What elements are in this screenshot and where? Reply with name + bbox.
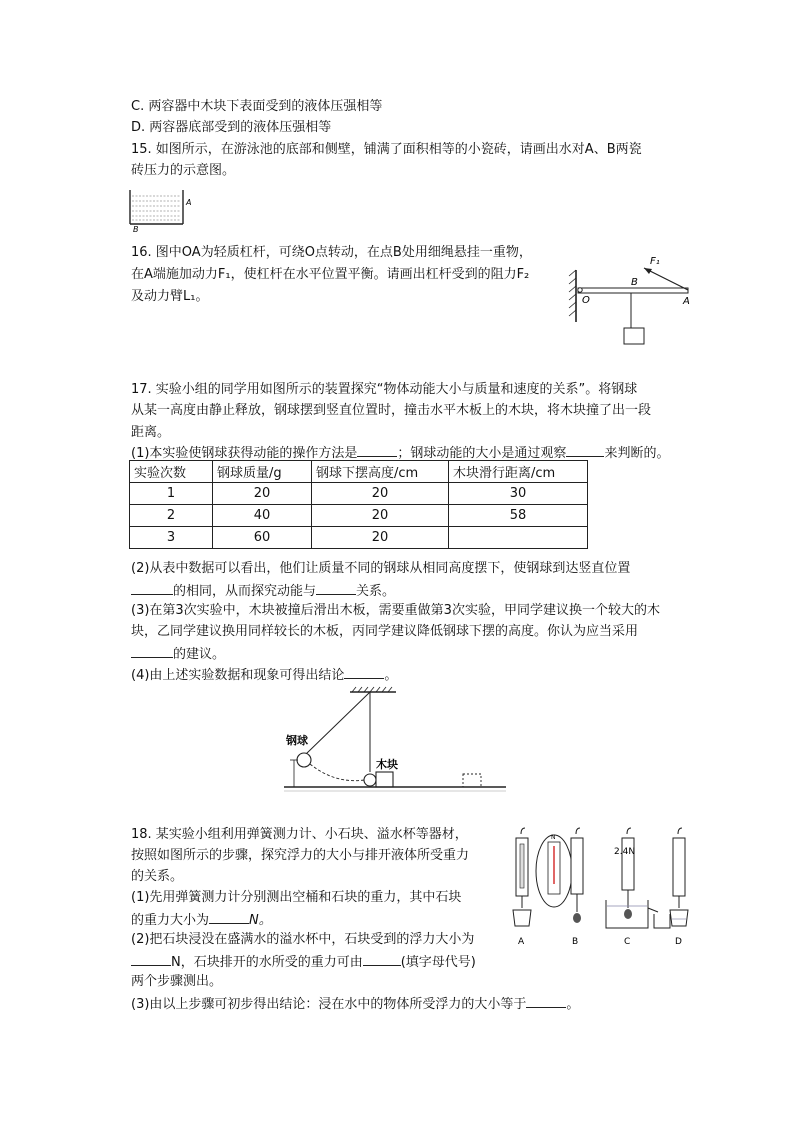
step-b-apparatus [536,828,583,923]
step-label-c: C [624,937,631,947]
table-row [130,505,588,527]
pool-label-b: B [133,225,139,234]
scale-n-label: N [551,834,556,841]
lever-f1: F₁ [650,256,660,267]
q17-text-1: 17. 实验小组的同学用如图所示的装置探究“物体动能大小与质量和速度的关系”。将钢球 [131,382,638,397]
table-cell: 30 [449,483,588,505]
table-cell: 2 [130,505,213,527]
q17-sub3-1: (3)在第3次实验中，木块被撞后滑出木板，需要重做第3次实验，甲同学建议换一个较大的木 [131,603,660,618]
step-c-apparatus [606,828,670,928]
lever-figure [566,250,706,350]
q17-text-3: 距离。 [131,425,171,440]
table-cell: 20 [312,505,449,527]
table-row [130,527,588,549]
answer-blank[interactable] [344,666,384,679]
q17-sub3-3: 的建议。 [131,645,225,663]
answer-blank[interactable] [316,582,356,595]
q17-sub1: (1)本实验使钢球获得动能的操作方法是 ；钢球动能的大小是通过观察 来判断的。 [131,446,670,461]
answer-blank[interactable] [526,995,566,1008]
answer-blank[interactable] [566,444,604,457]
lever-o: O [582,295,590,306]
q18-text-2: 按照如图所示的步骤，探究浮力的大小与排开液体所受重力 [131,848,470,863]
table-header-row [130,461,588,483]
pendulum-block-label: 木块 [376,758,398,771]
table-cell: 20 [312,527,449,549]
table-header: 钢球下摆高度/cm [312,461,449,483]
q17-text-2: 从某一高度由静止释放，钢球摆到竖直位置时，撞击水平木板上的木块，将木块撞了出一段 [131,403,652,418]
table-cell: 20 [213,483,312,505]
table-cell: 1 [130,483,213,505]
q18-sub2-2: N，石块排开的水所受的重力可由 (填字母代号) [131,953,476,971]
q16-text-3: 及动力臂L₁。 [131,289,209,304]
q16-text-2: 在A端施加动力F₁，使杠杆在水平位置平衡。请画出杠杆受到的阻力F₂ [131,267,530,282]
q16-text-1: 16. 图中OA为轻质杠杆，可绕O点转动，在点B处用细绳悬挂一重物， [131,245,532,260]
table-row [130,483,588,505]
step-label-a: A [518,937,525,947]
pendulum-ball-label: 钢球 [286,734,308,747]
step-a-apparatus [513,828,531,926]
q18-sub3: (3)由以上步骤可初步得出结论：浸在水中的物体所受浮力的大小等于 。 [131,997,580,1012]
step-d-apparatus [670,828,688,926]
q18-sub1-2: 的重力大小为 N。 [131,913,272,928]
table-header: 钢球质量/g [213,461,312,483]
q18-text-3: 的关系。 [131,869,184,884]
spring-scale-figure [500,826,700,951]
q17-sub2-1: (2)从表中数据可以看出，他们让质量不同的钢球从相同高度摆下，使钢球到达竖直位置 [131,561,631,576]
answer-blank[interactable] [357,444,397,457]
lever-b: B [631,277,638,288]
pool-figure [128,186,198,232]
table-cell: 58 [449,505,588,527]
pool-label-a: A [186,198,192,207]
q17-sub2-2: 的相同，从而探究动能与 关系。 [131,582,395,600]
spring-reading: 2.4N [614,847,636,857]
answer-blank[interactable] [131,582,173,595]
answer-blank[interactable] [131,645,173,658]
table-cell: 3 [130,527,213,549]
q18-sub2-3: 两个步骤测出。 [131,974,223,989]
table-cell: 60 [213,527,312,549]
table-header: 木块滑行距离/cm [449,461,588,483]
pendulum-figure [280,686,510,801]
table-cell[interactable] [449,527,588,549]
step-label-d: D [675,937,682,947]
option-d: D. 两容器底部受到的液体压强相等 [131,120,332,135]
q15-text-1: 15. 如图所示，在游泳池的底部和侧壁，铺满了面积相等的小瓷砖，请画出水对A、B两瓷 [131,142,642,157]
answer-blank[interactable] [131,953,171,966]
q18-sub1-1: (1)先用弹簧测力计分别测出空桶和石块的重力，其中石块 [131,890,462,905]
lever-a: A [683,296,690,307]
q18-sub2-1: (2)把石块浸没在盛满水的溢水杯中，石块受到的浮力大小为 [131,932,475,947]
data-table [129,460,588,549]
step-label-b: B [572,937,579,947]
table-header: 实验次数 [130,461,213,483]
q17-sub4: (4)由上述实验数据和现象可得出结论 。 [131,668,398,683]
table-cell: 20 [312,483,449,505]
q15-text-2: 砖压力的示意图。 [131,163,236,178]
option-c: C. 两容器中木块下表面受到的液体压强相等 [131,99,383,114]
answer-blank[interactable] [209,911,249,924]
q18-text-1: 18. 某实验小组利用弹簧测力计、小石块、溢水杯等器材， [131,827,468,842]
table-cell: 40 [213,505,312,527]
answer-blank[interactable] [363,953,401,966]
q17-sub3-2: 块，乙同学建议换用同样较长的木板，丙同学建议降低钢球下摆的高度。你认为应当采用 [131,624,639,639]
